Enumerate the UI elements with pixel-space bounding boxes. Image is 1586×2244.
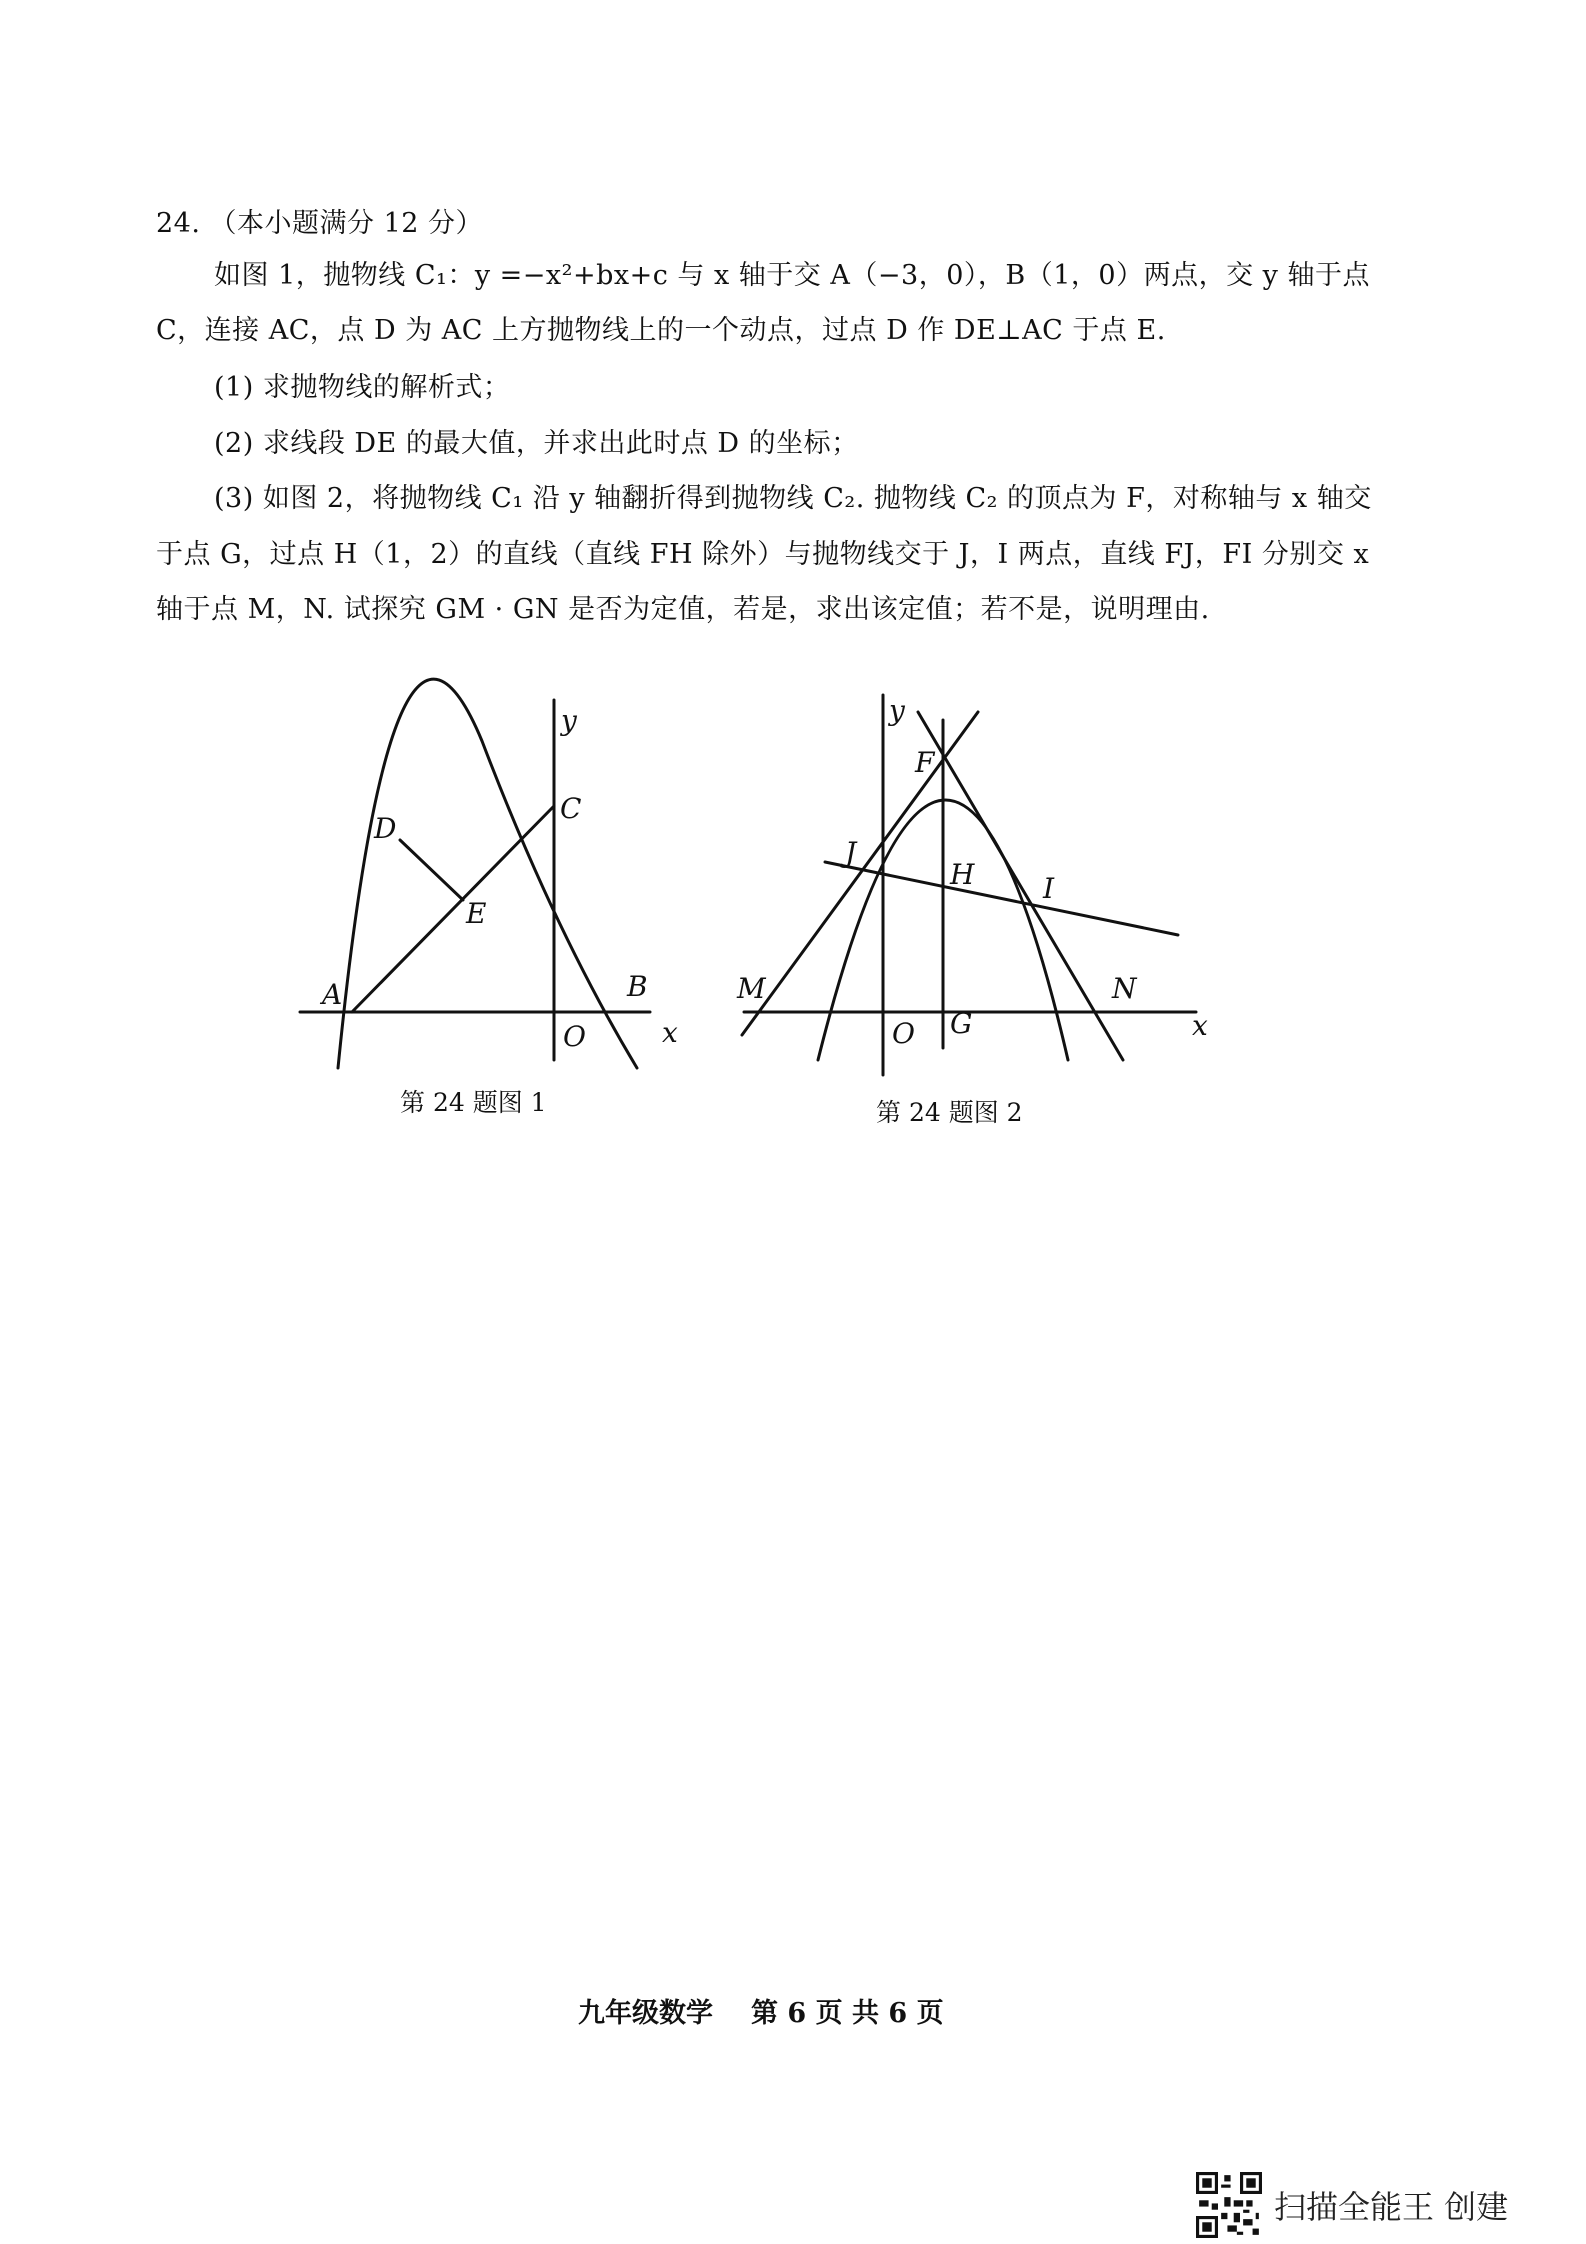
footer-subject: 九年级数学 <box>578 1998 713 2029</box>
fig1-label-d: D <box>374 812 397 845</box>
fig2-label-y: y <box>889 694 905 727</box>
scanner-watermark <box>1196 2172 1508 2238</box>
fig2-label-f: F <box>915 746 935 779</box>
page-footer <box>578 1991 982 2030</box>
fig2-label-h: H <box>950 858 975 891</box>
question-1: (1) 求抛物线的解析式； <box>214 372 511 403</box>
fig2-line-fn <box>918 712 1123 1060</box>
fig2-label-j: J <box>845 836 857 869</box>
question-3-line-2: 于点 G，过点 H（1，2）的直线（直线 FH 除外）与抛物线交于 J，I 两点，直线 FJ，FI 分别交 x <box>156 539 1370 570</box>
footer-page-number: 第 6 页 共 6 页 <box>751 1998 944 2029</box>
fig2-line-ji <box>825 862 1178 935</box>
fig1-label-e: E <box>466 897 487 930</box>
problem-paragraph-line-2: C，连接 AC，点 D 为 AC 上方抛物线上的一个动点，过点 D 作 DE⊥AC 于点 E. <box>156 315 1166 346</box>
fig1-label-x: x <box>662 1016 678 1049</box>
question-2: (2) 求线段 DE 的最大值，并求出此时点 D 的坐标； <box>214 428 859 459</box>
fig2-label-n: N <box>1112 972 1137 1005</box>
fig2-label-x: x <box>1192 1009 1208 1042</box>
qr-code-icon <box>1196 2172 1262 2238</box>
problem-paragraph-line-1: 如图 1，抛物线 C₁：y =−x²+bx+c 与 x 轴于交 A（−3，0），B（1，0）两点，交 y 轴于点 <box>214 260 1370 291</box>
problem-heading: 24. （本小题满分 12 分） <box>156 208 484 239</box>
fig2-label-o: O <box>892 1017 915 1050</box>
fig1-label-c: C <box>560 792 582 825</box>
fig1-label-y: y <box>561 704 577 737</box>
figure-2-caption: 第 24 题图 2 <box>876 1098 1023 1127</box>
fig1-label-a: A <box>322 978 343 1011</box>
fig2-label-g: G <box>950 1007 973 1040</box>
figure-1-caption: 第 24 题图 1 <box>400 1088 547 1117</box>
question-3-line-3: 轴于点 M，N. 试探究 GM · GN 是否为定值，若是，求出该定值；若不是，说明理由. <box>156 594 1210 625</box>
fig2-label-i: I <box>1043 872 1055 905</box>
fig1-segment-de <box>400 840 463 900</box>
question-3-line-1: (3) 如图 2，将抛物线 C₁ 沿 y 轴翻折得到抛物线 C₂. 抛物线 C₂ 的顶点为 F，对称轴与 x 轴交 <box>214 483 1372 514</box>
fig1-label-o: O <box>563 1020 586 1053</box>
fig2-label-m: M <box>737 972 766 1005</box>
watermark-text: 扫描全能王 创建 <box>1274 2188 1509 2226</box>
fig1-label-b: B <box>627 970 648 1003</box>
